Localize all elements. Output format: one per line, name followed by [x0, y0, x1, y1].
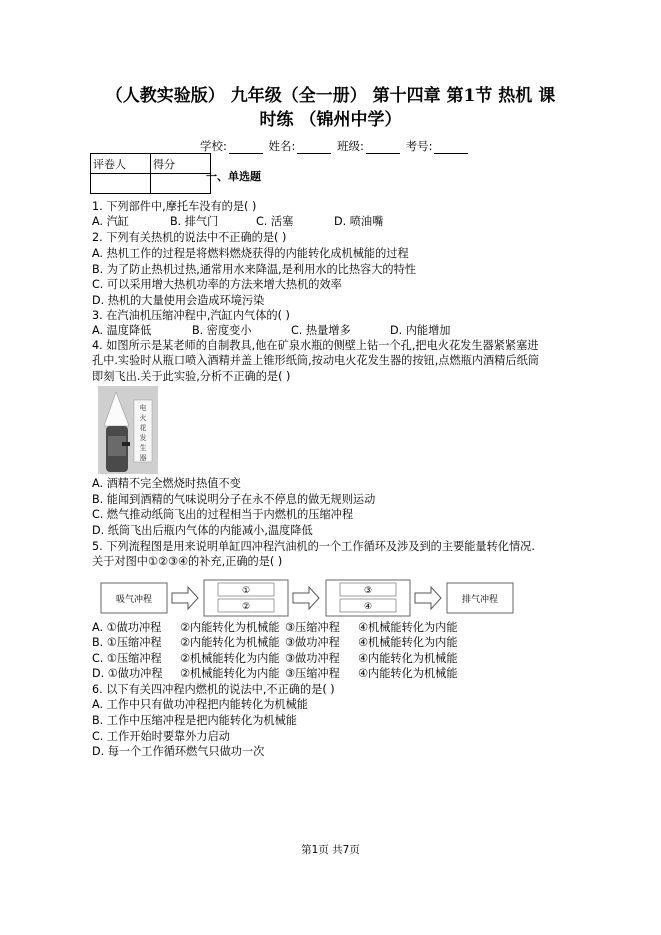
- q4-stem-line1: 4. 如图所示是某老师的自制教具,他在矿泉水瓶的侧壁上钻一个孔,把电火花发生器紧紧塞进: [92, 339, 539, 352]
- exhaust-stroke-label: 排气冲程: [461, 595, 499, 605]
- photo-label-char-2: 火: [139, 414, 147, 422]
- q5-b-part2: ②内能转化为机械能: [180, 636, 280, 649]
- stroke-flow-diagram: [100, 579, 560, 617]
- q3-option-c: C. 热量增多: [291, 324, 351, 337]
- q3-option-a: A. 温度降低: [92, 324, 152, 337]
- q5-c-part2: ②机械能转化为内能: [180, 652, 280, 665]
- q5-option-c: [92, 652, 458, 666]
- q6-option-a: A. 工作中只有做功冲程把内能转化为机械能: [92, 698, 308, 711]
- q2-option-c: C. 可以采用增大热机功率的方法来增大热机的效率: [92, 278, 342, 291]
- flow-arrow-1: [172, 587, 198, 609]
- q1-option-b: B. 排气门: [170, 215, 219, 228]
- exam-no-blank: [434, 143, 468, 154]
- q5-option-a: [92, 621, 458, 635]
- q4-stem-line2: 孔中.实验时从瓶口喷入酒精并盖上锥形纸筒,按动电火花发生器的按钮,点燃瓶内酒精后纸筒: [92, 354, 539, 367]
- score-cell: [151, 174, 211, 194]
- photo-label-char-4: 发: [139, 434, 147, 442]
- bottle-illustration: [98, 386, 158, 474]
- photo-label-char-6: 器: [139, 454, 147, 462]
- student-info-line: [200, 138, 470, 154]
- q1-option-a: A. 汽缸: [92, 215, 129, 228]
- q6-option-c: C. 工作开始时要靠外力启动: [92, 730, 230, 743]
- q2-option-a: A. 热机工作的过程是将燃料燃烧获得的内能转化成机械能的过程: [92, 247, 409, 260]
- q5-d-part4: ④内能转化为机械能: [358, 667, 458, 680]
- q3-option-d: D. 内能增加: [390, 324, 451, 337]
- intake-stroke-label: 吸气冲程: [115, 595, 153, 605]
- q5-option-d: [92, 667, 458, 681]
- blank-marker-1: ①: [241, 586, 251, 596]
- page-footer: 第1页 共7页: [301, 844, 360, 856]
- q2-option-b: B. 为了防止热机过热,通常用水来降温,是利用水的比热容大的特性: [92, 263, 416, 276]
- q5-b-part3: ③做功冲程: [285, 636, 340, 649]
- q1-stem: 1. 下列部件中,摩托车没有的是( ): [92, 200, 257, 213]
- class-label: 班级:: [337, 139, 364, 153]
- exam-no-label: 考号:: [405, 139, 433, 153]
- school-blank: [229, 143, 263, 154]
- flow-arrow-3: [415, 587, 441, 609]
- q5-b-part4: ④机械能转化为内能: [358, 636, 458, 649]
- q3-option-b: B. 密度变小: [192, 324, 252, 337]
- q5-d-part1: D. ①做功冲程: [92, 667, 163, 680]
- q3-stem: 3. 在汽油机压缩冲程中,汽缸内气体的( ): [92, 309, 290, 322]
- q2-option-d: D. 热机的大量使用会造成环境污染: [92, 294, 265, 307]
- name-label: 姓名:: [268, 139, 296, 153]
- q6-option-b: B. 工作中压缩冲程是把内能转化为机械能: [92, 714, 297, 727]
- q5-option-b: [92, 636, 458, 650]
- q5-stem-line1: 5. 下列流程图是用来说明单缸四冲程汽油机的一个工作循环及涉及到的主要能量转化情况.: [92, 540, 535, 553]
- blank-marker-3: ③: [363, 586, 373, 596]
- q5-a-part2: ②内能转化为机械能: [180, 621, 280, 634]
- q5-a-part4: ④机械能转化为内能: [358, 621, 458, 634]
- q3-options: [92, 324, 450, 338]
- q5-c-part3: ③做功冲程: [285, 652, 340, 665]
- q4-option-c: C. 燃气推动纸筒飞出的过程相当于内燃机的压缩冲程: [92, 508, 354, 521]
- q4-stem-line3: 即刻飞出.关于此实验,分析不正确的是( ): [92, 370, 291, 383]
- q5-d-part2: ②机械能转化为内能: [180, 667, 280, 680]
- reviewer-header: 评卷人: [91, 154, 151, 174]
- q1-option-c: C. 活塞: [256, 215, 294, 228]
- photo-label-char-5: 生: [139, 444, 147, 452]
- score-table: [90, 153, 211, 194]
- photo-label-char-1: 电: [139, 404, 147, 412]
- q5-c-part4: ④内能转化为机械能: [358, 652, 458, 665]
- school-label: 学校:: [200, 139, 227, 153]
- name-blank: [297, 143, 331, 154]
- q5-a-part3: ③压缩冲程: [285, 621, 340, 634]
- q1-option-d: D. 喷油嘴: [334, 215, 384, 228]
- blank-marker-4: ④: [363, 602, 373, 612]
- q4-option-b: B. 能闻到酒精的气味说明分子在永不停息的做无规则运动: [92, 493, 376, 506]
- document-title-line1: （人教实验版） 九年级（全一册） 第十四章 第1节 热机 课: [105, 86, 556, 106]
- q5-c-part1: C. ①压缩冲程: [92, 652, 162, 665]
- q2-stem: 2. 下列有关热机的说法中不正确的是( ): [92, 231, 287, 244]
- photo-label-char-3: 花: [139, 424, 147, 432]
- q4-option-d: D. 纸筒飞出后瓶内气体的内能减小,温度降低: [92, 524, 313, 537]
- blank-marker-2: ②: [241, 602, 251, 612]
- q4-option-a: A. 酒精不完全燃烧时热值不变: [92, 477, 241, 490]
- score-header: 得分: [151, 154, 211, 174]
- class-blank: [366, 143, 400, 154]
- q5-a-part1: A. ①做功冲程: [92, 621, 162, 634]
- reviewer-cell: [91, 174, 151, 194]
- q5-d-part3: ③压缩冲程: [285, 667, 340, 680]
- document-title-line2: 时练 （锦州中学）: [259, 110, 402, 130]
- q1-options: [92, 215, 383, 229]
- q5-stem-line2: 关于对图中①②③④的补充,正确的是( ): [92, 555, 283, 568]
- flow-arrow-2: [293, 587, 319, 609]
- q5-b-part1: B. ①压缩冲程: [92, 636, 162, 649]
- q6-stem: 6. 以下有关四冲程内燃机的说法中,不正确的是( ): [92, 683, 335, 696]
- q6-option-d: D. 每一个工作循环燃气只做功一次: [92, 745, 265, 758]
- experiment-photo: [98, 386, 158, 474]
- section-heading: 一、单选题: [206, 170, 261, 183]
